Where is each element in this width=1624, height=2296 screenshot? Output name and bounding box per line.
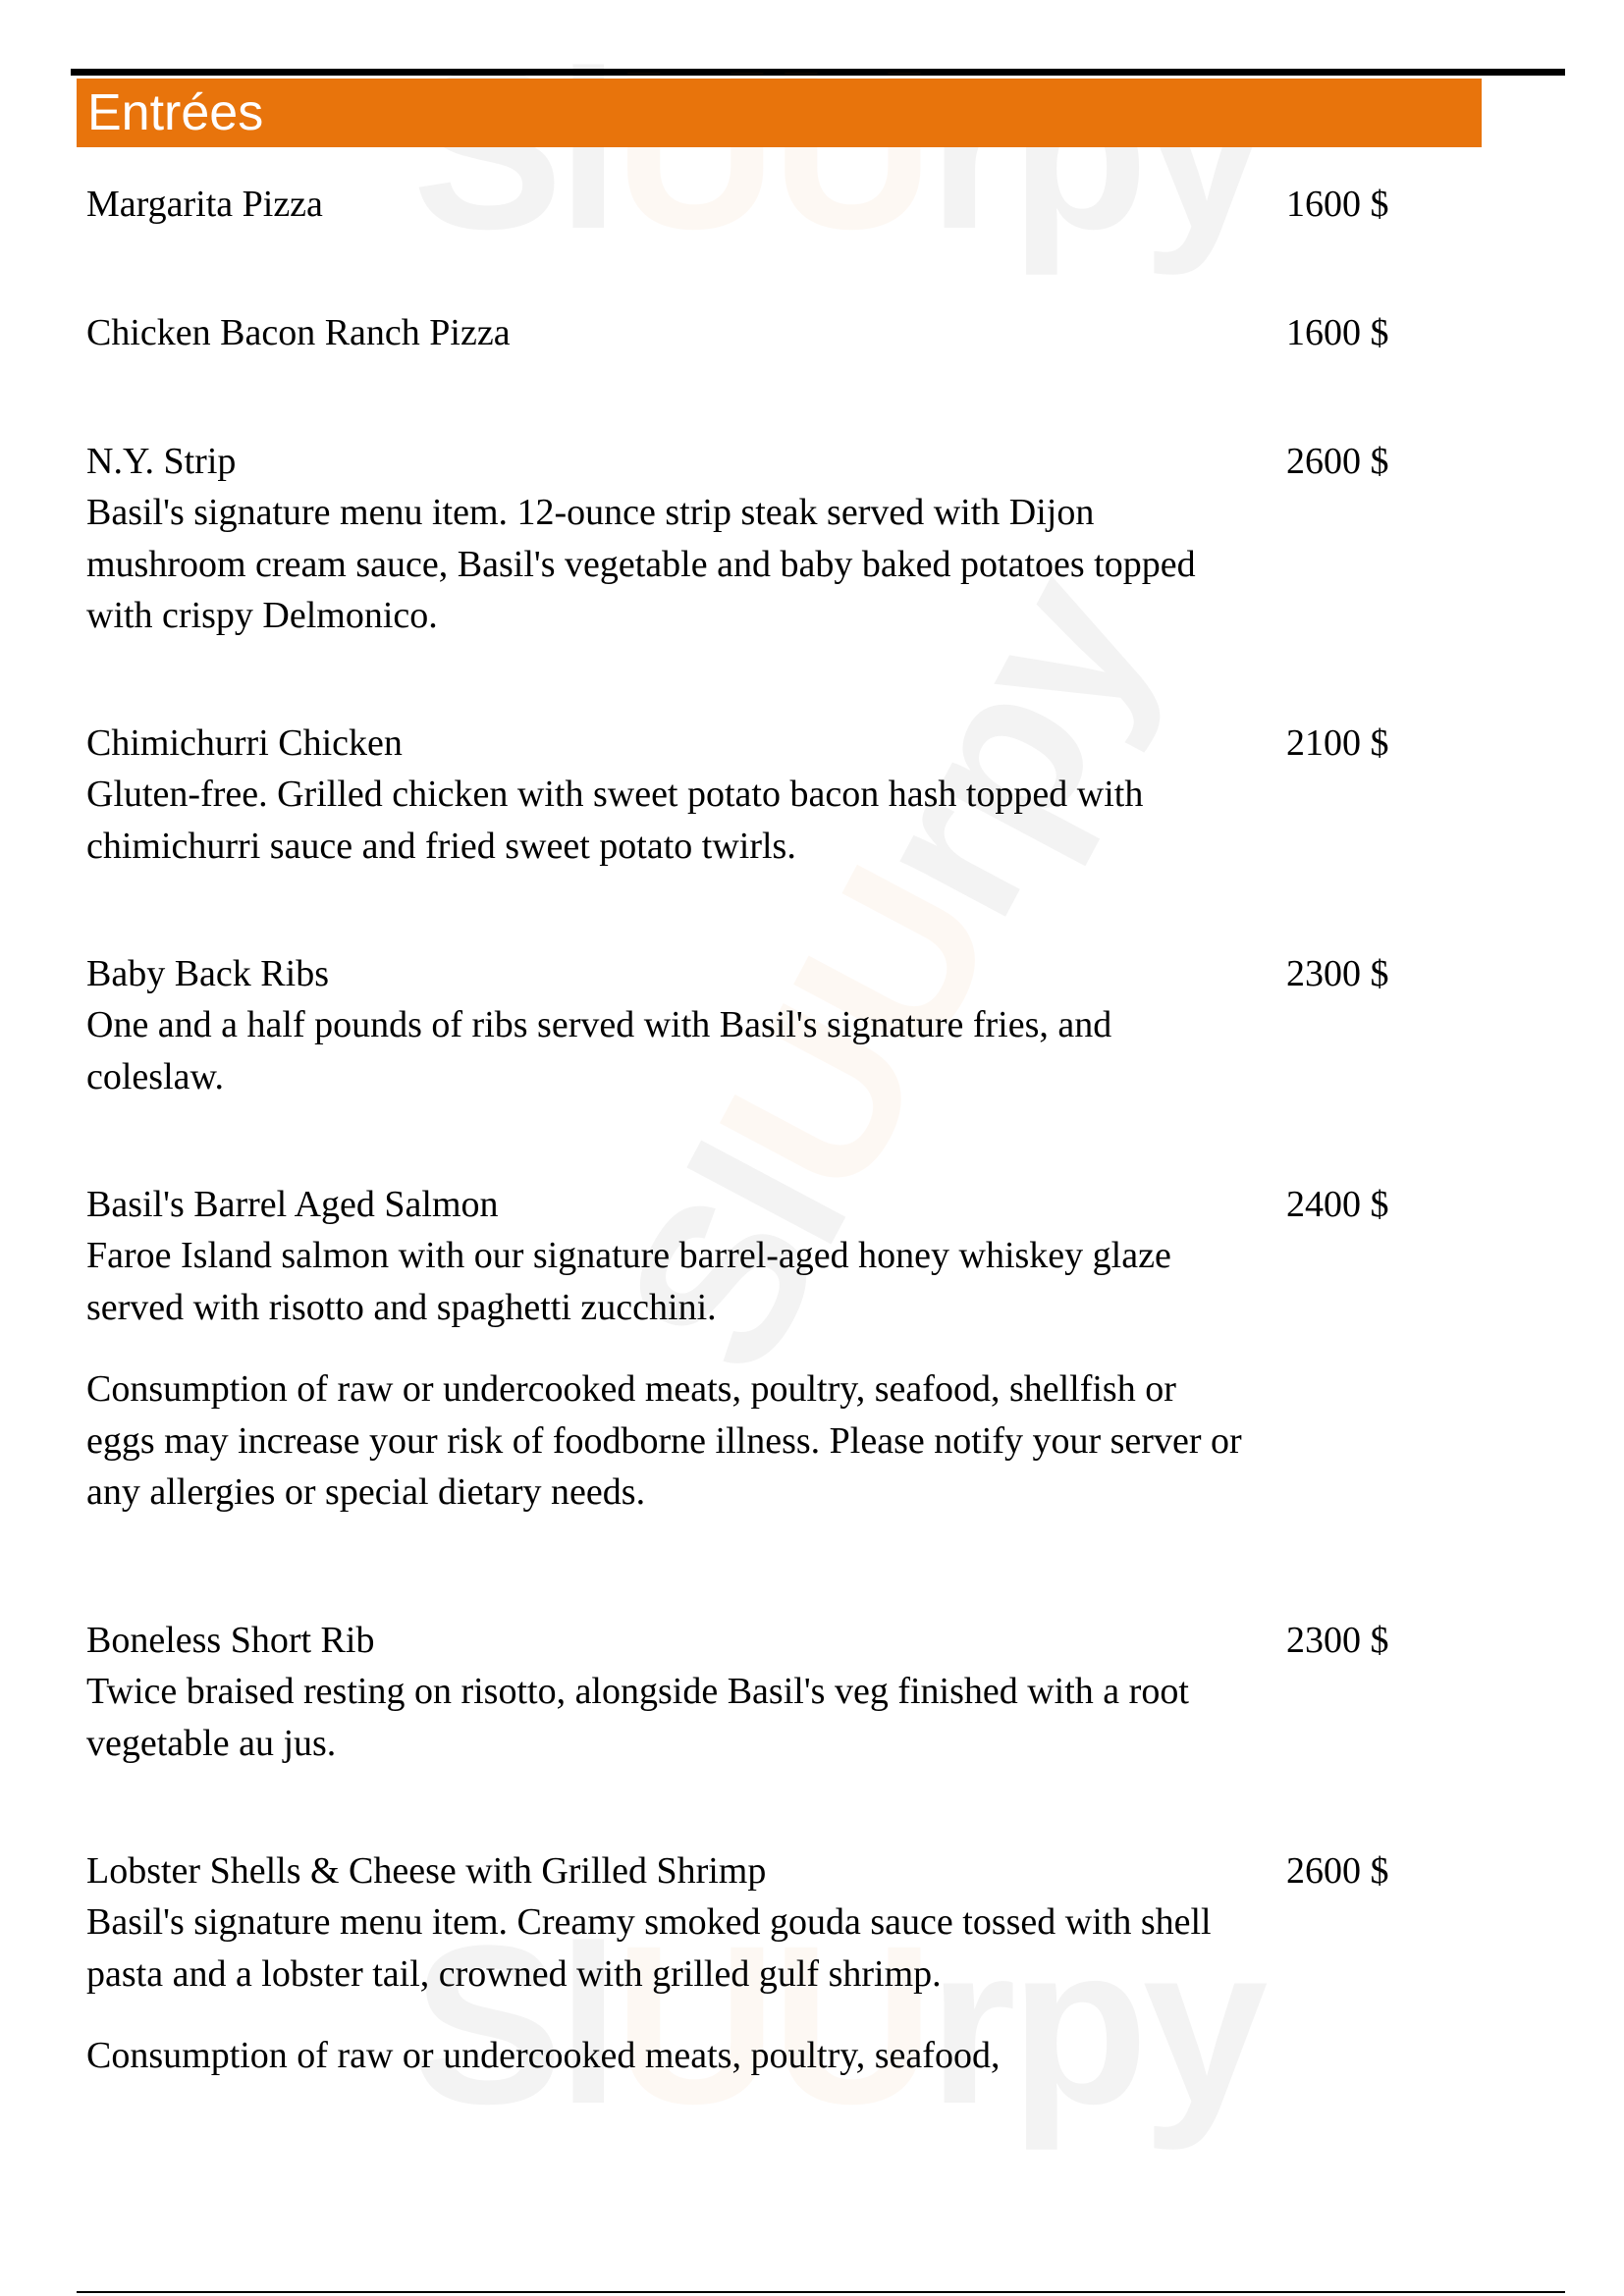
item-price: 2600 $: [1286, 441, 1389, 482]
item-price: 2400 $: [1286, 1184, 1389, 1225]
item-description-text: Basil's signature menu item. 12-ounce strip steak served with Dijon mushroom cream sauce, Basil's vegetable and baby baked potatoes topped with crispy Delmonico.: [86, 492, 1196, 636]
item-description: [86, 487, 1245, 642]
item-name: Chimichurri Chicken: [86, 722, 403, 764]
item-name: Chicken Bacon Ranch Pizza: [86, 312, 511, 353]
allergy-notice: Consumption of raw or undercooked meats, poultry, seafood, shellfish or eggs may increase your risk of foodborne illness. Please notify your server or any allergies or special dietary needs.: [86, 1368, 1242, 1513]
item-price: 2300 $: [1286, 953, 1389, 994]
item-description-text: One and a half pounds of ribs served with Basil's signature fries, and coleslaw.: [86, 1004, 1112, 1097]
item-description: [86, 769, 1245, 872]
item-name: Boneless Short Rib: [86, 1620, 375, 1661]
item-name: Baby Back Ribs: [86, 953, 329, 994]
top-rule: [71, 69, 1565, 76]
item-description: [86, 1230, 1245, 1519]
item-name: N.Y. Strip: [86, 441, 237, 482]
section-title: Entrées: [87, 84, 264, 141]
item-price: 2600 $: [1286, 1850, 1389, 1892]
item-description-text: Basil's signature menu item. Creamy smoked gouda sauce tossed with shell pasta and a lobster tail, crowned with grilled gulf shrimp.: [86, 1901, 1212, 1995]
section-header: [77, 79, 1482, 147]
item-name: Basil's Barrel Aged Salmon: [86, 1184, 499, 1225]
item-description-text: Gluten-free. Grilled chicken with sweet potato bacon hash topped with chimichurri sauce and fried sweet potato twirls.: [86, 774, 1144, 867]
item-price: 1600 $: [1286, 312, 1389, 353]
item-description: [86, 1896, 1245, 2082]
allergy-notice: Consumption of raw or undercooked meats, poultry, seafood,: [86, 2035, 1001, 2076]
item-price: 1600 $: [1286, 184, 1389, 225]
item-name: Margarita Pizza: [86, 184, 323, 225]
watermark-logo: [412, 20, 1262, 280]
bottom-rule: [77, 2291, 1565, 2293]
item-description-text: Twice braised resting on risotto, alongside Basil's veg finished with a root vegetable au jus.: [86, 1671, 1189, 1764]
item-name: Lobster Shells & Cheese with Grilled Shrimp: [86, 1850, 767, 1892]
item-description: [86, 1666, 1245, 1769]
item-description-text: Faroe Island salmon with our signature barrel-aged honey whiskey glaze served with risotto and spaghetti zucchini.: [86, 1235, 1171, 1328]
item-price: 2100 $: [1286, 722, 1389, 764]
item-price: 2300 $: [1286, 1620, 1389, 1661]
item-description: [86, 999, 1245, 1102]
